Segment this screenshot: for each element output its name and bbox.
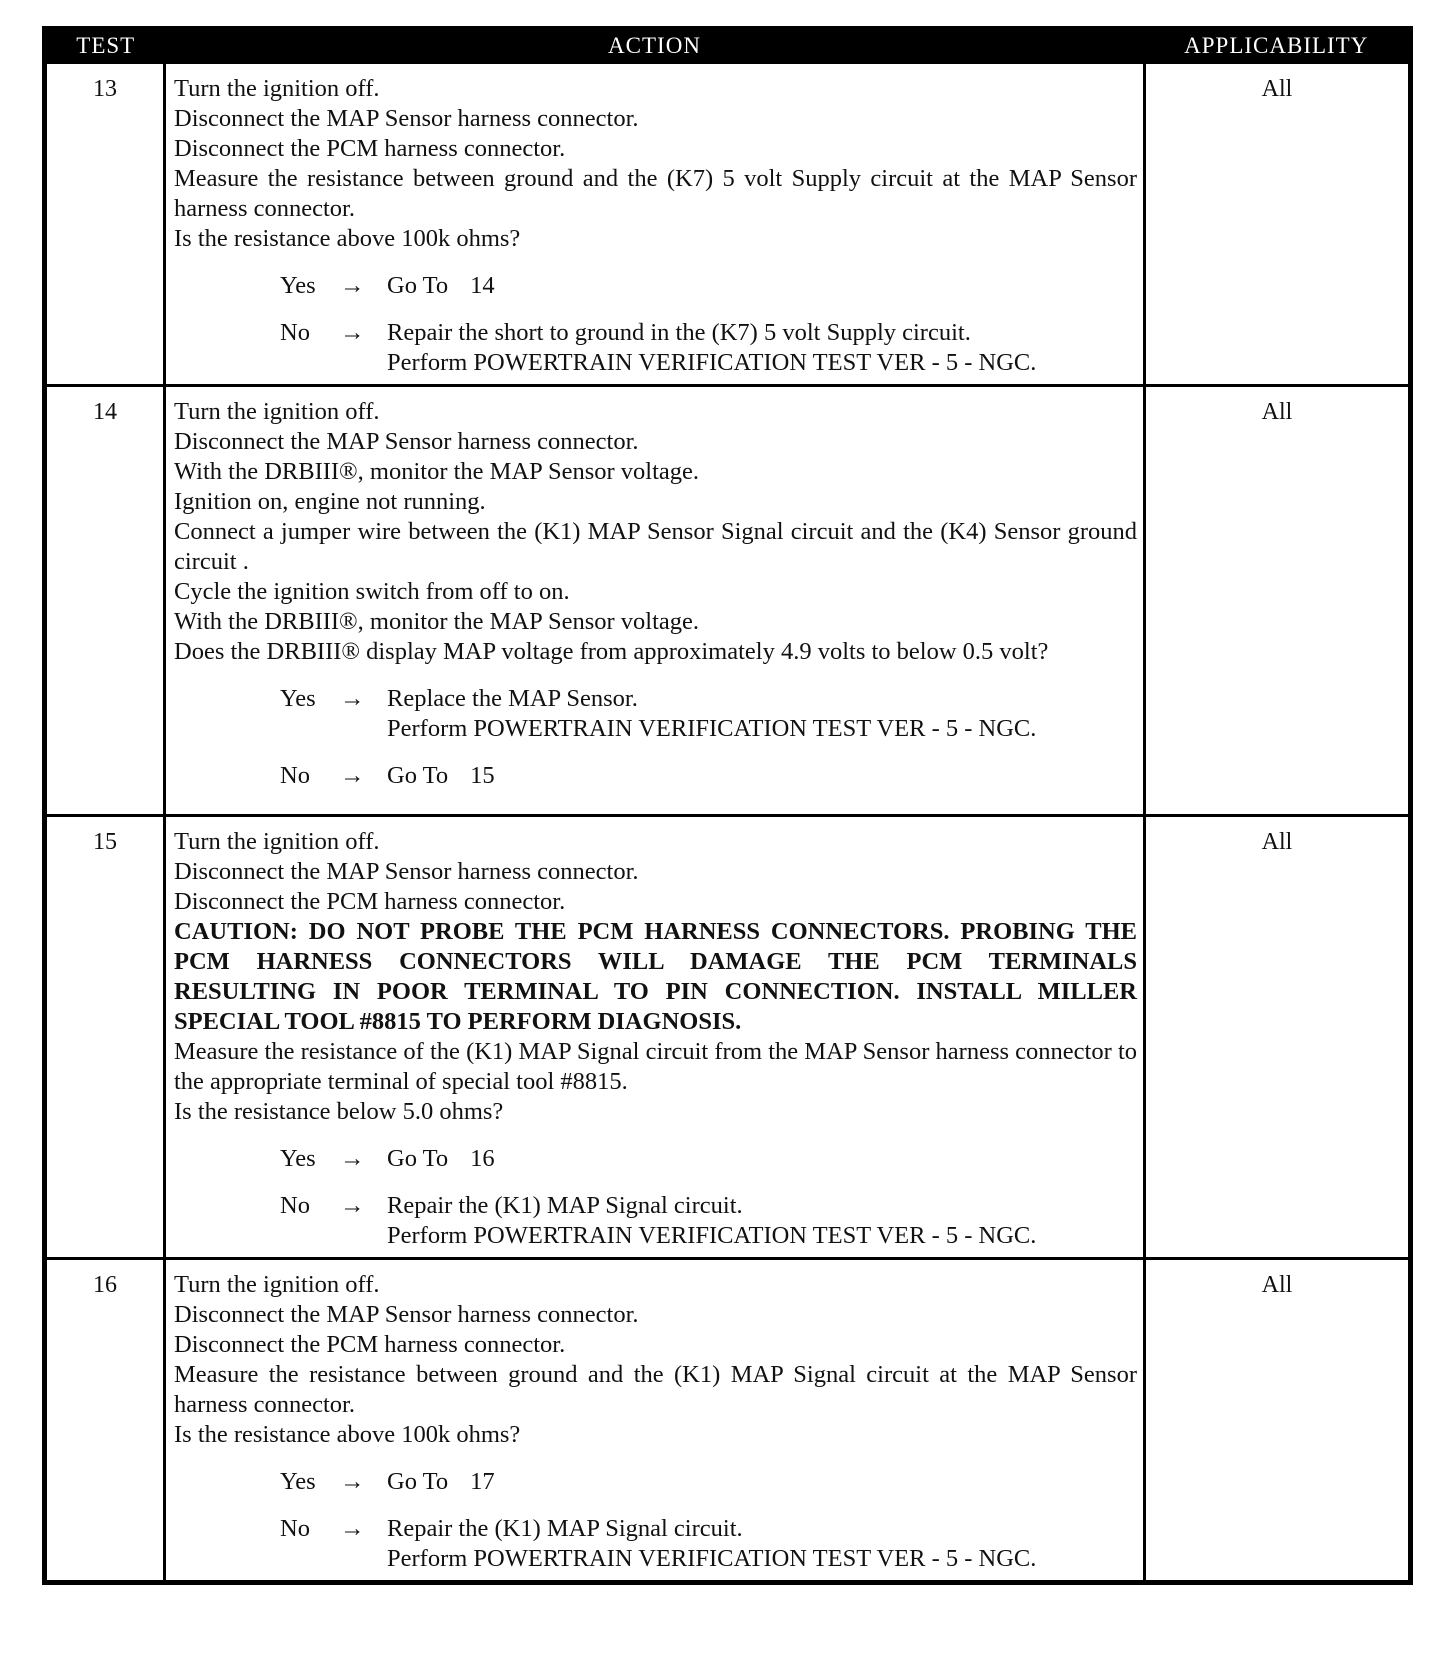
action-step: Disconnect the MAP Sensor harness connector. [174, 105, 639, 132]
outcome-no-label: No [280, 1515, 310, 1542]
action-step: Disconnect the MAP Sensor harness connector. [174, 858, 639, 885]
outcome-no-label: No [280, 1192, 310, 1219]
outcome-yes [174, 271, 1137, 301]
outcome-no [174, 1514, 1137, 1574]
action-step: Measure the resistance of the (K1) MAP Signal circuit from the MAP Sensor harness connector to the appropriate terminal of special tool #8815. [174, 1038, 1137, 1095]
action-question: Is the resistance below 5.0 ohms? [174, 1098, 504, 1125]
diagnostic-test-table [42, 26, 1413, 1585]
action-cell [165, 386, 1145, 816]
action-question: Is the resistance above 100k ohms? [174, 225, 521, 252]
applicability-cell: All [1145, 386, 1411, 816]
goto-test-link[interactable]: 16 [470, 1145, 495, 1172]
action-step: Connect a jumper wire between the (K1) MAP Sensor Signal circuit and the (K4) Sensor ground circuit . [174, 518, 1137, 575]
header-applicability: APPLICABILITY [1145, 29, 1411, 63]
outcome-no-label: No [280, 319, 310, 346]
test-row-15 [45, 816, 1411, 1259]
goto-test-link[interactable]: 15 [470, 762, 495, 789]
action-step: Measure the resistance between ground and the (K1) MAP Signal circuit at the MAP Sensor harness connector. [174, 1361, 1137, 1418]
action-cell [165, 816, 1145, 1259]
outcome-no-text [387, 1514, 1137, 1574]
action-cell [165, 1259, 1145, 1583]
goto-label: Go To [387, 762, 449, 789]
action-step: Cycle the ignition switch from off to on. [174, 578, 570, 605]
test-row-14 [45, 386, 1411, 816]
outcome-yes-label: Yes [280, 685, 316, 712]
outcome-no-label: No [280, 762, 310, 789]
outcome-repair-text: Repair the (K1) MAP Signal circuit. [387, 1192, 743, 1219]
outcome-no [174, 318, 1137, 378]
caution-warning: CAUTION: DO NOT PROBE THE PCM HARNESS CONNECTORS. PROBING THE PCM HARNESS CONNECTORS WILL DAMAGE THE PCM TERMINALS RESULTING IN POOR TERMINAL TO PIN CONNECTION. INSTALL MILLER SPECIAL TOOL #8815 TO PERFORM DIAGNOSIS. [174, 918, 1137, 1035]
action-question: Does the DRBIII® display MAP voltage from approximately 4.9 volts to below 0.5 volt? [174, 638, 1049, 665]
test-number: 15 [45, 816, 165, 1259]
applicability-cell: All [1145, 816, 1411, 1259]
outcome-yes-text [387, 1144, 1137, 1174]
action-step: With the DRBIII®, monitor the MAP Sensor voltage. [174, 608, 700, 635]
arrow-right-icon: → [340, 319, 365, 346]
arrow-right-icon: → [340, 762, 365, 789]
goto-label: Go To [387, 272, 449, 299]
arrow-right-icon: → [340, 685, 365, 712]
arrow-right-icon: → [340, 1515, 365, 1542]
goto-test-link[interactable]: 14 [470, 272, 495, 299]
outcome-no-text [387, 1191, 1137, 1251]
outcome-no [174, 1191, 1137, 1251]
test-number: 14 [45, 386, 165, 816]
outcome-no [174, 761, 1137, 791]
outcome-yes [174, 1467, 1137, 1497]
goto-label: Go To [387, 1145, 449, 1172]
outcome-verification-text: Perform POWERTRAIN VERIFICATION TEST VER - 5 - NGC. [387, 1545, 1037, 1572]
outcome-yes [174, 684, 1137, 744]
test-number: 16 [45, 1259, 165, 1583]
action-step: Turn the ignition off. [174, 1271, 380, 1298]
action-step: Disconnect the MAP Sensor harness connector. [174, 1301, 639, 1328]
header-test: TEST [45, 29, 165, 63]
outcome-yes-text [387, 271, 1137, 301]
arrow-right-icon: → [340, 1192, 365, 1219]
test-row-16 [45, 1259, 1411, 1583]
test-row-13 [45, 63, 1411, 386]
outcome-repair-text: Repair the short to ground in the (K7) 5 volt Supply circuit. [387, 319, 971, 346]
outcome-replace-text: Replace the MAP Sensor. [387, 685, 638, 712]
outcome-yes-text [387, 1467, 1137, 1497]
outcome-repair-text: Repair the (K1) MAP Signal circuit. [387, 1515, 743, 1542]
outcome-yes-label: Yes [280, 1145, 316, 1172]
test-number: 13 [45, 63, 165, 386]
applicability-cell: All [1145, 1259, 1411, 1583]
action-step: Disconnect the PCM harness connector. [174, 888, 566, 915]
applicability-cell: All [1145, 63, 1411, 386]
header-action: ACTION [165, 29, 1145, 63]
action-step: Turn the ignition off. [174, 398, 380, 425]
outcome-no-text [387, 318, 1137, 378]
action-step: Turn the ignition off. [174, 75, 380, 102]
action-step: Disconnect the PCM harness connector. [174, 1331, 566, 1358]
outcome-verification-text: Perform POWERTRAIN VERIFICATION TEST VER - 5 - NGC. [387, 715, 1037, 742]
outcome-verification-text: Perform POWERTRAIN VERIFICATION TEST VER - 5 - NGC. [387, 349, 1037, 376]
action-step: With the DRBIII®, monitor the MAP Sensor voltage. [174, 458, 700, 485]
outcome-yes-label: Yes [280, 1468, 316, 1495]
outcome-no-text [387, 761, 1137, 791]
outcome-yes-text [387, 684, 1137, 744]
action-step: Ignition on, engine not running. [174, 488, 486, 515]
outcome-yes [174, 1144, 1137, 1174]
outcome-verification-text: Perform POWERTRAIN VERIFICATION TEST VER - 5 - NGC. [387, 1222, 1037, 1249]
table-header-row [45, 29, 1411, 63]
outcome-yes-label: Yes [280, 272, 316, 299]
action-question: Is the resistance above 100k ohms? [174, 1421, 521, 1448]
action-cell [165, 63, 1145, 386]
action-step: Turn the ignition off. [174, 828, 380, 855]
arrow-right-icon: → [340, 272, 365, 299]
action-step: Disconnect the MAP Sensor harness connector. [174, 428, 639, 455]
arrow-right-icon: → [340, 1468, 365, 1495]
action-step: Measure the resistance between ground and the (K7) 5 volt Supply circuit at the MAP Sensor harness connector. [174, 165, 1137, 222]
action-step: Disconnect the PCM harness connector. [174, 135, 566, 162]
goto-test-link[interactable]: 17 [470, 1468, 495, 1495]
arrow-right-icon: → [340, 1145, 365, 1172]
goto-label: Go To [387, 1468, 449, 1495]
